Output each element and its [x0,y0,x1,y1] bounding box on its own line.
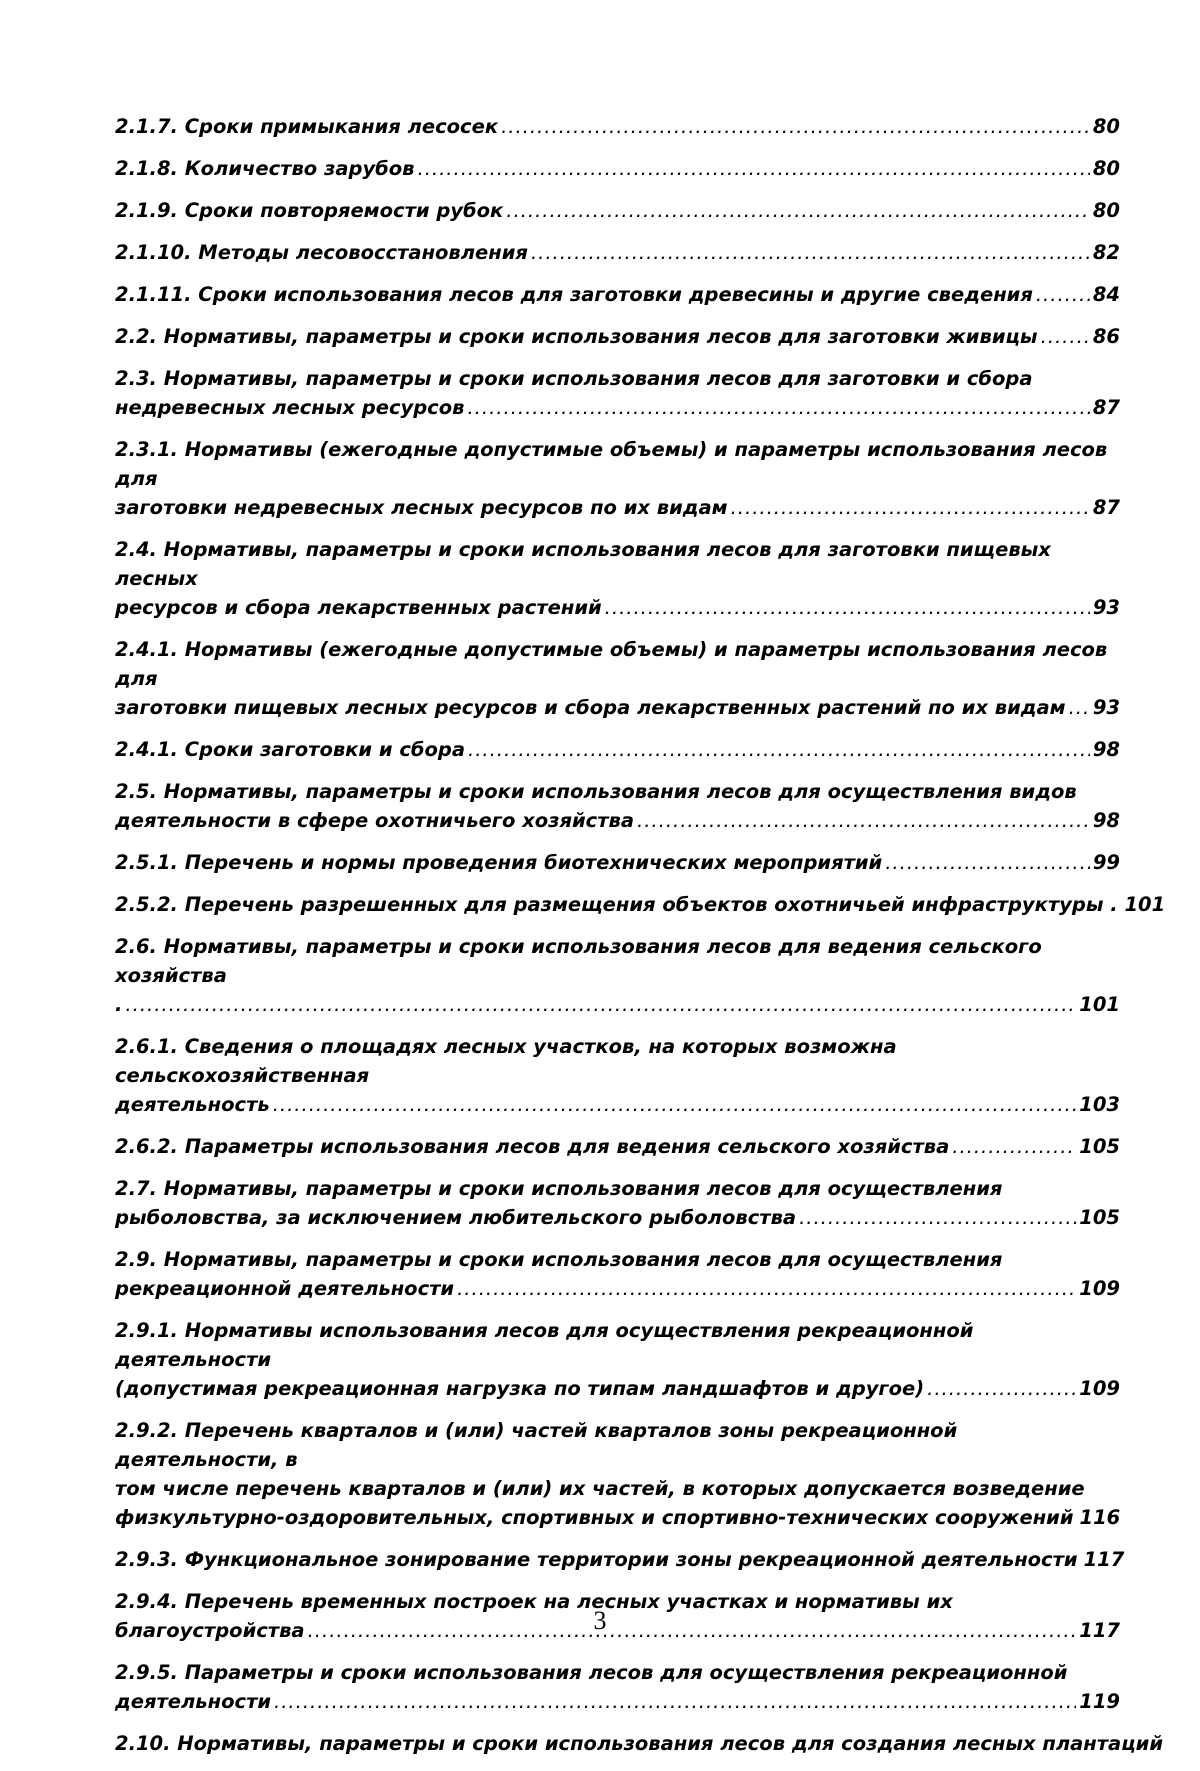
toc-entry-title-line: 2.1.9. Сроки повторяемости рубок [115,199,504,222]
toc-entry-title-line: 2.9.5. Параметры и сроки использования лесов для осуществления рекреационной [115,1661,1068,1684]
toc-leader-dots [506,196,1090,225]
toc-page-number: 101 [1079,993,1120,1016]
toc-page-number: 80 [1092,199,1120,222]
toc-page-number: 82 [1092,241,1120,264]
toc-entry-title-line: деятельность [115,1093,270,1116]
toc-entry[interactable] [115,435,1120,522]
toc-entry[interactable] [115,1132,1120,1161]
toc-leader-dots [1069,693,1090,722]
toc-page-number: 87 [1092,496,1120,519]
toc-entry-title-line: благоустройства [115,1619,305,1642]
toc-page-number: 105 [1079,1135,1120,1158]
toc-entry-title-line: 2.9.3. Функциональное зонирование территории зоны рекреационной деятельности [115,1548,1078,1571]
toc-entry-title-line: 2.5. Нормативы, параметры и сроки использования лесов для осуществления видов [115,780,1077,803]
toc-entry[interactable] [115,1545,1125,1574]
toc-page-number: 117 [1083,1548,1125,1571]
toc-entry-title-line: заготовки недревесных лесных ресурсов по их видам [115,496,728,519]
toc-entry-title-line: деятельности в сфере охотничьего хозяйства [115,809,635,832]
toc-leader-dots [1041,322,1090,351]
toc-leader-dots [531,238,1090,267]
toc-entry-title-line: 2.9.4. Перечень временных построек на лесных участках и нормативы их [115,1590,953,1613]
toc-entry[interactable] [115,890,1166,919]
toc-entry[interactable] [115,280,1120,309]
toc-page-number: 116 [1079,1506,1121,1529]
toc-entry-title-line: (допустимая рекреационная нагрузка по типам ландшафтов и другое) [115,1377,925,1400]
toc-entry-title-line: 2.4.1. Сроки заготовки и сбора [115,738,466,761]
page-number: 3 [593,1606,607,1635]
toc-page-number: 87 [1092,396,1120,419]
toc-page-number: 109 [1079,1377,1120,1400]
toc-entry[interactable] [115,196,1120,225]
toc-leader-dots [418,154,1090,183]
toc-entry-title-line: недревесных лесных ресурсов [115,396,465,419]
toc-entry-title-line: 2.7. Нормативы, параметры и сроки использования лесов для осуществления [115,1177,1003,1200]
toc-entry[interactable] [115,932,1120,1019]
toc-entry[interactable] [115,112,1120,141]
toc-page-number: 80 [1092,115,1120,138]
toc-entry-title-line: 2.3. Нормативы, параметры и сроки использования лесов для заготовки и сбора [115,367,1033,390]
toc-entry[interactable] [115,238,1120,267]
toc-leader-dots [501,112,1090,141]
toc-entry-title-line: 2.1.8. Количество зарубов [115,157,415,180]
toc-entry-title-line: рекреационной деятельности [115,1277,455,1300]
toc-leader-dots [731,493,1090,522]
toc-entry-title-line: заготовки пищевых лесных ресурсов и сбора лекарственных растений по их видам [115,696,1066,719]
table-of-contents [115,112,1166,1771]
toc-leader-dots [273,1090,1077,1119]
toc-entry[interactable] [115,848,1120,877]
toc-page-number: 84 [1092,283,1120,306]
toc-entry-title-line: . [115,993,123,1016]
toc-leader-dots [125,990,1076,1019]
toc-entry-title-line: 2.1.11. Сроки использования лесов для заготовки древесины и другие сведения [115,283,1033,306]
toc-entry-title-line: деятельности [115,1690,272,1713]
toc-leader-dots [799,1203,1076,1232]
toc-entry[interactable] [115,535,1120,622]
toc-page-number: 109 [1079,1277,1120,1300]
toc-entry[interactable] [115,1174,1120,1232]
toc-entry-title-line: 2.4.1. Нормативы (ежегодные допустимые объемы) и параметры использования лесов для [115,638,1108,690]
toc-entry[interactable] [115,1729,1163,1758]
toc-entry[interactable] [115,1245,1120,1303]
toc-entry[interactable] [115,1316,1120,1403]
toc-entry[interactable] [115,1032,1120,1119]
toc-entry-title-line: рыболовства, за исключением любительского рыболовства [115,1206,797,1229]
toc-entry[interactable] [115,735,1120,764]
toc-page-number: 98 [1092,809,1120,832]
toc-leader-dots [927,1374,1076,1403]
toc-entry-title-line: том числе перечень кварталов и (или) их частей, в которых допускается возведение [115,1477,1085,1500]
toc-entry-title-line: 2.6.2. Параметры использования лесов для ведения сельского хозяйства [115,1135,950,1158]
toc-entry[interactable] [115,1416,1120,1532]
toc-entry-title-line: 2.5.1. Перечень и нормы проведения биотехнических мероприятий [115,851,883,874]
toc-page-number: 119 [1079,1690,1120,1713]
toc-page-number: 86 [1092,325,1120,348]
toc-leader-dots [274,1687,1076,1716]
toc-entry-title-line: 2.9.2. Перечень кварталов и (или) частей кварталов зоны рекреационной деятельности, в [115,1419,958,1471]
toc-entry-title-line: 2.9. Нормативы, параметры и сроки использования лесов для осуществления [115,1248,1003,1271]
toc-entry-title-line: 2.2. Нормативы, параметры и сроки использования лесов для заготовки живицы [115,325,1038,348]
toc-page-number: 93 [1092,696,1120,719]
toc-page-number: 80 [1092,157,1120,180]
toc-entry-title-line: 2.9.1. Нормативы использования лесов для осуществления рекреационной деятельности [115,1319,974,1371]
toc-entry[interactable] [115,322,1120,351]
toc-leader-dots [637,806,1090,835]
toc-entry-title-line: 2.4. Нормативы, параметры и сроки использования лесов для заготовки пищевых лесных [115,538,1051,590]
toc-leader-dots [457,1274,1076,1303]
toc-entry[interactable] [115,154,1120,183]
toc-entry-title-line: 2.6. Нормативы, параметры и сроки использования лесов для ведения сельского хозяйства [115,935,1042,987]
toc-leader-dots [952,1132,1076,1161]
toc-entry-title-line: ресурсов и сбора лекарственных растений [115,596,602,619]
toc-entry-title-line: 2.10. Нормативы, параметры и сроки использования лесов для создания лесных плантаций [115,1732,1163,1755]
toc-entry[interactable] [115,1658,1120,1716]
toc-page-number: 105 [1079,1206,1120,1229]
toc-page-number: 117 [1079,1619,1120,1642]
toc-page-number: 99 [1092,851,1120,874]
toc-entry-title-line: 2.1.7. Сроки примыкания лесосек [115,115,499,138]
toc-page-number: 93 [1092,596,1120,619]
toc-entry[interactable] [115,777,1120,835]
toc-entry[interactable] [115,364,1120,422]
toc-leader-dots [1036,280,1090,309]
toc-leader-dots [885,848,1090,877]
toc-leader-dots [468,735,1090,764]
toc-page-number: 98 [1092,738,1120,761]
toc-page-number: 103 [1079,1093,1120,1116]
toc-leader-dots [467,393,1089,422]
toc-entry-title-line: 2.6.1. Сведения о площадях лесных участков, на которых возможна сельскохозяйственная [115,1035,897,1087]
toc-entry-title-line: 2.5.2. Перечень разрешенных для размещения объектов охотничьей инфраструктуры . 101 [115,893,1166,916]
toc-entry-title-line: 2.1.10. Методы лесовосстановления [115,241,528,264]
toc-leader-dots [605,593,1090,622]
toc-entry-title-line: физкультурно-оздоровительных, спортивных и спортивно-технических сооружений [115,1506,1074,1529]
toc-entry-title-line: 2.3.1. Нормативы (ежегодные допустимые объемы) и параметры использования лесов для [115,438,1108,490]
toc-entry[interactable] [115,635,1120,722]
